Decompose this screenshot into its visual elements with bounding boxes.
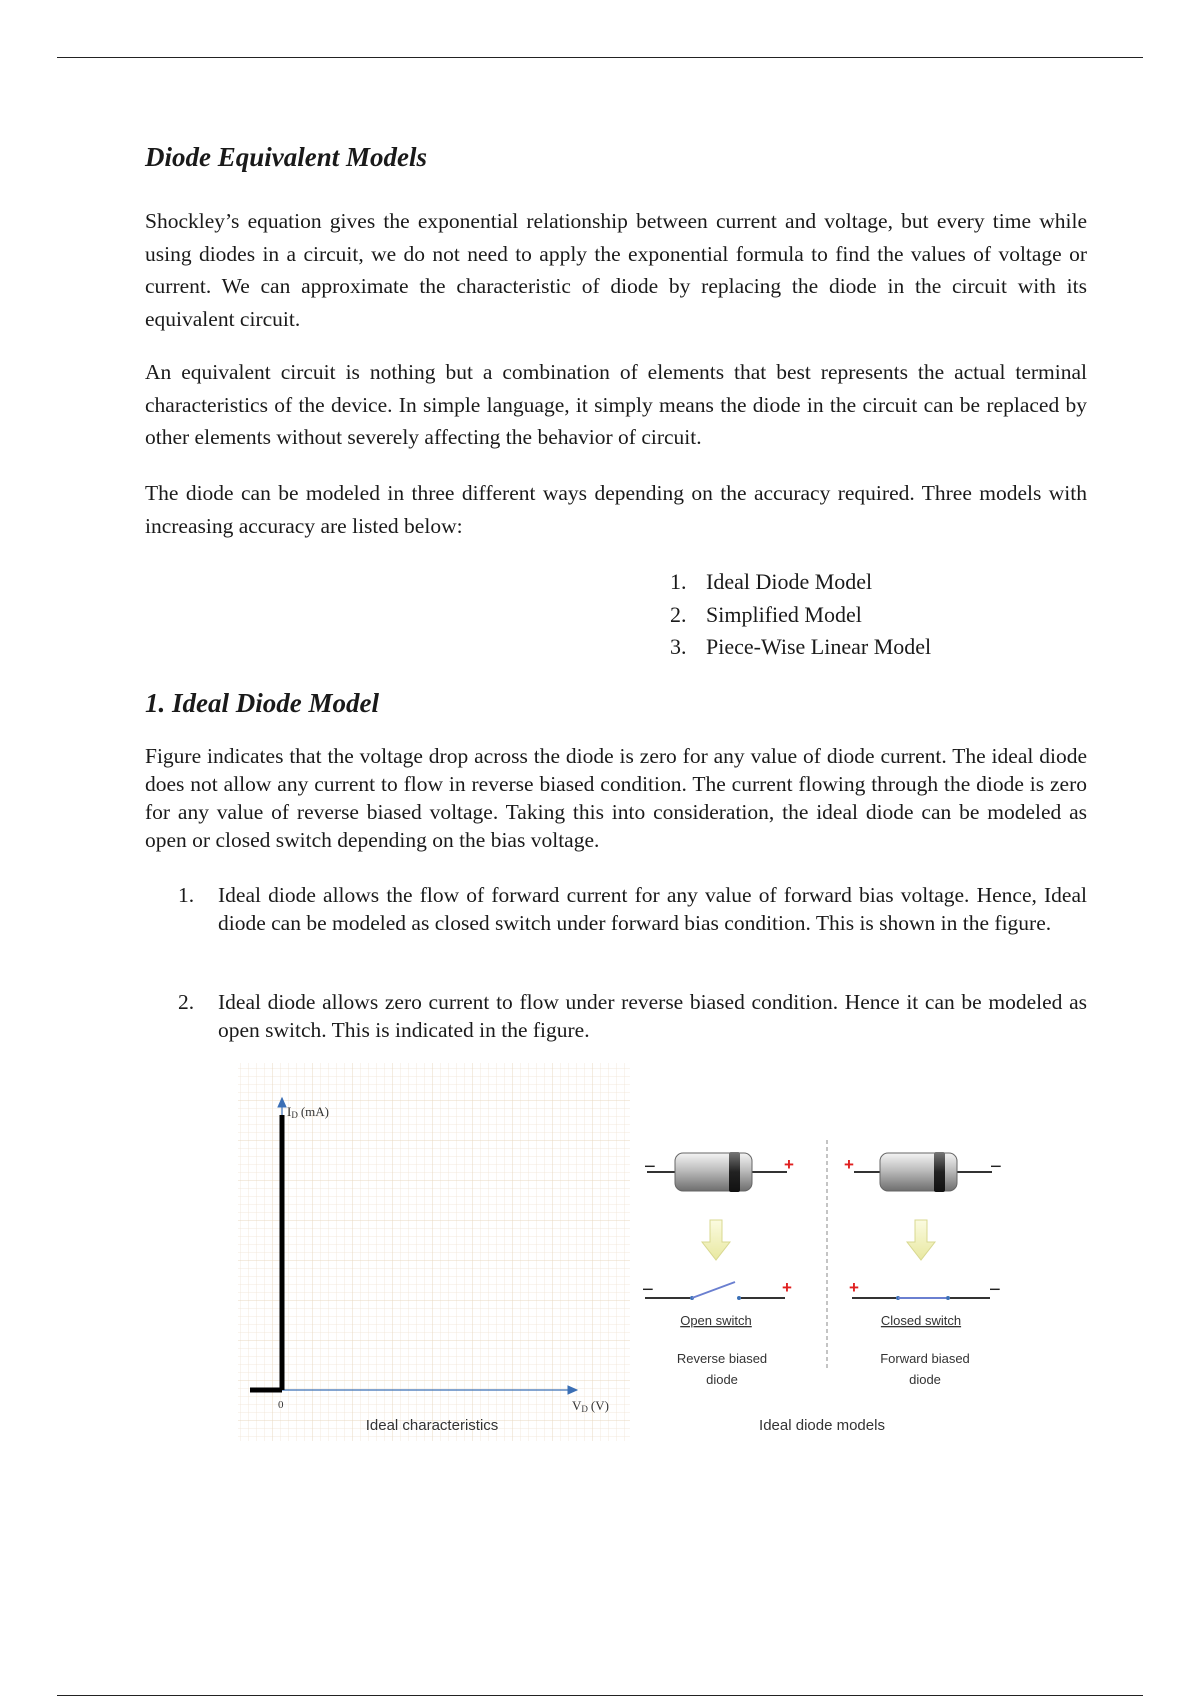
list-item-number: 2. [670,601,687,627]
footer-rule [57,1695,1143,1696]
list-item [670,566,931,599]
figure-svg [232,1060,1032,1460]
positive-terminal: + [782,1278,792,1297]
list-item-label: Ideal Diode Model [706,569,873,594]
down-arrow-icon [702,1220,730,1260]
ideal-diode-figure [232,1060,1032,1465]
positive-terminal: + [784,1155,794,1174]
open-switch-blade [692,1282,735,1298]
paragraph-equivalent-circuit: An equivalent circuit is nothing but a combination of elements that best represents the actual terminal characteristics of the device. In simple language, it simply means the diode in the circuit can be replaced by other elements without severely affecting the behavior of circuit. [145,360,1087,449]
paragraph-three-models: The diode can be modeled in three different ways depending on the accuracy required. Three models with increasing accuracy are listed below: [145,481,1087,538]
list-item-label: Simplified Model [706,601,862,627]
list-item [178,882,1087,937]
closed-switch-label: Closed switch [880,1313,962,1328]
left-figure-caption: Ideal characteristics [365,1417,499,1434]
list-item-label: Piece-Wise Linear Model [706,634,932,659]
reverse-biased-diode [642,1152,794,1387]
switch-contact [737,1296,741,1300]
list-item [670,631,931,664]
paragraph-ideal-diode: Figure indicates that the voltage drop across the diode is zero for any value of diode current. The ideal diode does not allow any current to flow in reverse biased condition. The current flowing through the diode is zero for any value of reverse biased voltage. Taking this into consideration, the ideal diode can be modeled as open or closed switch depending on the bias voltage. [145,744,1087,852]
paragraph-shockley: Shockley’s equation gives the exponential relationship between current and voltage, but every time while using diodes in a circuit, we do not need to apply the exponential formula to find the values of voltage or current. We can approximate the characteristic of diode by replacing the diode in the circuit with its equivalent circuit. [145,209,1087,331]
point-list-forward [178,882,1087,937]
list-item-number: 1. [178,883,195,907]
forward-biased-diode [844,1152,1002,1387]
negative-terminal: − [644,1156,656,1178]
reverse-biased-label-2: diode [706,1372,738,1387]
positive-terminal: + [844,1155,854,1174]
diode-body [880,1153,957,1191]
point-list-reverse [178,989,1087,1044]
list-item-text: Ideal diode allows zero current to flow under reverse biased condition. Hence it can be modeled as open switch. This is indicated in the figure. [218,990,1087,1042]
list-item [670,599,931,632]
cathode-band [729,1152,740,1192]
list-item [178,989,1087,1044]
x-axis-label: VD (V) [572,1398,609,1414]
down-arrow-icon [907,1220,935,1260]
ideal-diode-models [642,1140,1002,1434]
cathode-band [934,1152,945,1192]
negative-terminal: − [990,1156,1002,1178]
open-switch-label: Open switch [680,1313,752,1328]
forward-biased-label: Forward biased [880,1351,970,1366]
forward-biased-label-2: diode [909,1372,941,1387]
document-title: Diode Equivalent Models [145,142,427,172]
switch-contact [946,1296,950,1300]
negative-terminal: − [642,1279,654,1301]
right-figure-caption: Ideal diode models [759,1417,885,1434]
negative-terminal: − [989,1279,1001,1301]
header-rule [57,57,1143,58]
list-item-number: 2. [178,990,195,1014]
origin-label: 0 [278,1399,284,1411]
y-axis-label: ID (mA) [287,1104,330,1120]
diode-body [675,1153,752,1191]
reverse-biased-label: Reverse biased [676,1351,768,1366]
list-item-text: Ideal diode allows the flow of forward current for any value of forward bias voltage. Hence, Ideal diode can be modeled as closed switch under forward bias condition. This is shown in the figure. [218,883,1087,935]
positive-terminal: + [849,1278,859,1297]
models-list [670,566,931,664]
ideal-characteristics-graph [238,1063,630,1441]
section-heading: 1. Ideal Diode Model [145,688,379,718]
list-item-number: 3. [670,634,687,659]
list-item-number: 1. [670,569,687,594]
